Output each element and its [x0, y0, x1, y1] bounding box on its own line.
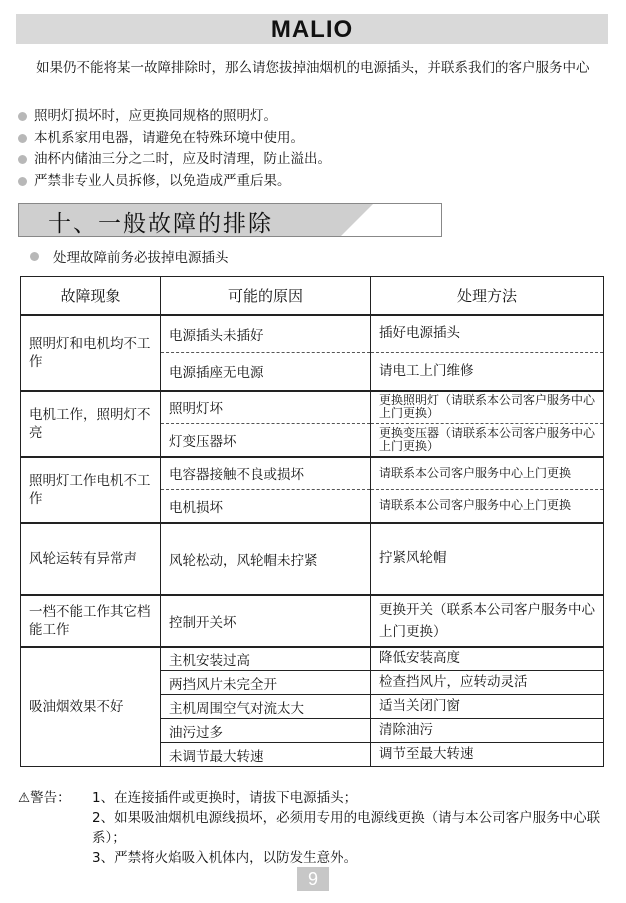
fix-cell: 更换开关（联系本公司客户服务中心上门更换） [371, 595, 604, 647]
fix-cell: 降低安装高度 [371, 647, 604, 671]
fix-cell: 检查挡风片，应转动灵活 [371, 671, 604, 695]
table-row [21, 315, 604, 353]
cause-cell: 电容器接触不良或损坏 [161, 457, 371, 490]
cause-cell: 电机损坏 [161, 490, 371, 523]
section-title: 十、一般故障的排除 [48, 211, 273, 237]
cause-cell: 两挡风片未完全开 [161, 671, 371, 695]
safety-note [30, 246, 229, 266]
symptom-cell: 电机工作，照明灯不亮 [21, 391, 161, 457]
cause-cell: 灯变压器坏 [161, 424, 371, 457]
section-header [18, 203, 442, 237]
cause-cell: 风轮松动，风轮帽未拧紧 [161, 523, 371, 595]
bullet-text: 照明灯损坏时，应更换同规格的照明灯。 [34, 108, 277, 124]
symptom-cell: 吸油烟效果不好 [21, 647, 161, 767]
warning-row [18, 788, 614, 808]
intro-paragraph [18, 58, 608, 79]
warning-item: 2、如果吸油烟机电源线损坏，必须用专用的电源线更换（请与本公司客户服务中心联系）； [92, 810, 601, 846]
cause-cell: 照明灯坏 [161, 391, 371, 424]
warning-block [18, 788, 614, 868]
intro-text: 如果仍不能将某一故障排除时，那么请您拔掉油烟机的电源插头，并联系我们的客户服务中心 [36, 60, 590, 76]
column-header-fix: 处理方法 [371, 277, 604, 315]
table-header-row [21, 277, 604, 315]
bullet-list [18, 106, 608, 192]
fix-cell: 适当关闭门窗 [371, 695, 604, 719]
fix-cell: 请联系本公司客户服务中心上门更换 [371, 490, 604, 523]
bullet-item [18, 128, 608, 150]
warning-item: 1、在连接插件或更换时，请拔下电源插头； [92, 790, 358, 806]
cause-cell: 油污过多 [161, 719, 371, 743]
bullet-item [18, 149, 608, 171]
warning-label: ⚠警告： [18, 790, 71, 806]
cause-cell: 未调节最大转速 [161, 743, 371, 767]
bullet-text: 严禁非专业人员拆修，以免造成严重后果。 [34, 172, 291, 189]
fix-cell: 更换照明灯（请联系本公司客户服务中心上门更换） [371, 391, 604, 424]
bullet-dot-icon [18, 155, 27, 164]
fix-cell: 插好电源插头 [371, 315, 604, 353]
fix-cell: 清除油污 [371, 719, 604, 743]
bullet-text: 油杯内储油三分之二时，应及时清理，防止溢出。 [34, 151, 331, 167]
table-row [21, 595, 604, 647]
cause-cell: 电源插座无电源 [161, 353, 371, 391]
symptom-cell: 照明灯和电机均不工作 [21, 315, 161, 391]
fix-cell: 调节至最大转速 [371, 743, 604, 767]
fix-cell: 更换变压器（请联系本公司客户服务中心上门更换） [371, 424, 604, 457]
bullet-dot-icon [30, 252, 39, 261]
bullet-dot-icon [18, 112, 27, 121]
fix-cell: 请联系本公司客户服务中心上门更换 [371, 457, 604, 490]
header-bar [16, 14, 608, 44]
cause-cell: 主机周围空气对流太大 [161, 695, 371, 719]
table-row [21, 647, 604, 671]
fix-cell: 请电工上门维修 [371, 353, 604, 391]
safety-note-text: 处理故障前务必拔掉电源插头 [53, 250, 229, 266]
column-header-cause: 可能的原因 [161, 277, 371, 315]
troubleshooting-table [20, 276, 604, 767]
table-row [21, 523, 604, 595]
bullet-dot-icon [18, 177, 27, 186]
bullet-item [18, 106, 608, 128]
cause-cell: 主机安装过高 [161, 647, 371, 671]
table-row [21, 391, 604, 424]
bullet-text: 本机系家用电器，请避免在特殊环境中使用。 [34, 129, 304, 146]
fix-cell: 拧紧风轮帽 [371, 523, 604, 595]
brand-logo: MALIO [270, 16, 354, 43]
symptom-cell: 风轮运转有异常声 [21, 523, 161, 595]
warning-item: 3、严禁将火焰吸入机体内，以防发生意外。 [92, 850, 358, 866]
symptom-cell: 照明灯工作电机不工作 [21, 457, 161, 523]
page-number: 9 [297, 867, 329, 891]
bullet-item [18, 171, 608, 193]
bullet-dot-icon [18, 134, 27, 143]
symptom-cell: 一档不能工作其它档能工作 [21, 595, 161, 647]
cause-cell: 电源插头未插好 [161, 315, 371, 353]
column-header-symptom: 故障现象 [21, 277, 161, 315]
table-row [21, 457, 604, 490]
cause-cell: 控制开关坏 [161, 595, 371, 647]
